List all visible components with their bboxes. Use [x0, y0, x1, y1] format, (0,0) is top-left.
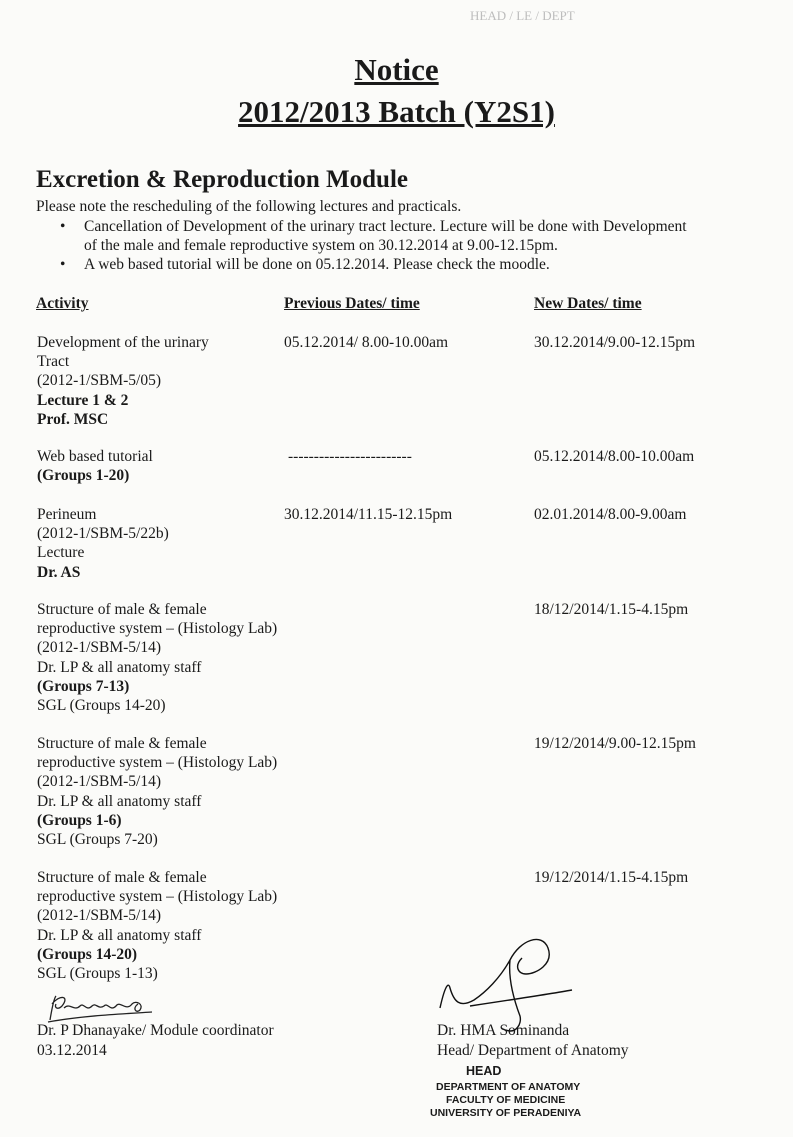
activity-line: Prof. MSC: [37, 410, 109, 428]
new-date-cell: 02.01.2014/8.00-9.00am: [534, 506, 687, 523]
left-signatory-date: 03.12.2014: [37, 1042, 107, 1059]
activity-cell: [37, 734, 277, 849]
activity-line: reproductive system – (Histology Lab): [37, 620, 278, 638]
new-date-cell: 19/12/2014/1.15-4.15pm: [534, 869, 689, 886]
activity-line: SGL (Groups 14-20): [37, 697, 166, 715]
activity-line: Dr. AS: [37, 563, 81, 581]
stamp-department: DEPARTMENT OF ANATOMY: [436, 1081, 581, 1093]
activity-line: Structure of male & female: [37, 869, 207, 886]
bullet-item: [38, 217, 687, 255]
left-signatory-name: Dr. P Dhanayake/ Module coordinator: [37, 1022, 274, 1039]
bullet-line: A web based tutorial will be done on 05.12.2014. Please check the moodle.: [84, 256, 550, 273]
faint-header-mark: HEAD / LE / DEPT: [470, 8, 575, 23]
bullet-list: [38, 217, 687, 274]
activity-cell: [37, 868, 277, 983]
activity-line: Dr. LP & all anatomy staff: [37, 658, 202, 676]
activity-line: Lecture: [37, 544, 85, 562]
right-signatory-name: Dr. HMA Sominanda: [437, 1022, 570, 1039]
new-date-cell: 05.12.2014/8.00-10.00am: [534, 448, 695, 465]
new-date-cell: 18/12/2014/1.15-4.15pm: [534, 601, 689, 618]
new-date-cell: 19/12/2014/9.00-12.15pm: [534, 735, 696, 752]
activity-line: SGL (Groups 1-13): [37, 965, 158, 983]
module-title: Excretion & Reproduction Module: [36, 166, 408, 193]
activity-line: SGL (Groups 7-20): [37, 831, 158, 849]
activity-line: (Groups 1-6): [37, 811, 122, 829]
activity-cell: [37, 600, 277, 715]
previous-date-cell: ------------------------: [288, 448, 412, 465]
bullet-icon: •: [60, 218, 66, 235]
header-new: New Dates/ time: [534, 295, 642, 312]
notice-title: Notice: [354, 52, 439, 87]
activity-line: (Groups 14-20): [37, 945, 138, 963]
activity-line: reproductive system – (Histology Lab): [37, 754, 278, 772]
activity-line: Tract: [37, 353, 70, 371]
intro-text: Please note the rescheduling of the following lectures and practicals.: [36, 198, 462, 215]
activity-line: Structure of male & female: [37, 735, 207, 752]
activity-line: Structure of male & female: [37, 601, 207, 618]
bullet-icon: •: [60, 256, 66, 273]
activity-line: reproductive system – (Histology Lab): [37, 888, 278, 906]
activity-line: Web based tutorial: [37, 448, 153, 465]
activity-line: Development of the urinary: [37, 334, 209, 351]
activity-line: (2012-1/SBM-5/14): [37, 907, 161, 925]
activity-line: (Groups 7-13): [37, 677, 130, 695]
bullet-line: of the male and female reproductive system on 30.12.2014 at 9.00-12.15pm.: [84, 237, 558, 254]
stamp-university: UNIVERSITY OF PERADENIYA: [430, 1107, 582, 1119]
header-activity: Activity: [36, 295, 89, 312]
new-date-cell: 30.12.2014/9.00-12.15pm: [534, 334, 696, 351]
activity-line: Lecture 1 & 2: [37, 391, 129, 409]
activity-line: (2012-1/SBM-5/05): [37, 372, 161, 390]
stamp-faculty: FACULTY OF MEDICINE: [446, 1094, 566, 1106]
activity-line: (Groups 1-20): [37, 467, 130, 485]
activity-cell: [37, 447, 153, 485]
bullet-line: Cancellation of Development of the urinary tract lecture. Lecture will be done with Development: [84, 218, 687, 235]
previous-date-cell: 30.12.2014/11.15-12.15pm: [284, 506, 453, 523]
activity-line: Dr. LP & all anatomy staff: [37, 926, 202, 944]
previous-date-cell: 05.12.2014/ 8.00-10.00am: [284, 334, 449, 351]
activity-line: Dr. LP & all anatomy staff: [37, 792, 202, 810]
activity-line: (2012-1/SBM-5/14): [37, 639, 161, 657]
stamp-head: HEAD: [466, 1064, 502, 1078]
activity-line: (2012-1/SBM-5/14): [37, 773, 161, 791]
activity-cell: [37, 505, 169, 582]
activity-line: (2012-1/SBM-5/22b): [37, 525, 169, 543]
activity-cell: [37, 333, 209, 429]
batch-title: 2012/2013 Batch (Y2S1): [238, 94, 555, 129]
bullet-item: [38, 255, 687, 274]
header-previous: Previous Dates/ time: [284, 295, 420, 312]
right-signatory-title: Head/ Department of Anatomy: [437, 1042, 629, 1059]
activity-line: Perineum: [37, 506, 97, 523]
